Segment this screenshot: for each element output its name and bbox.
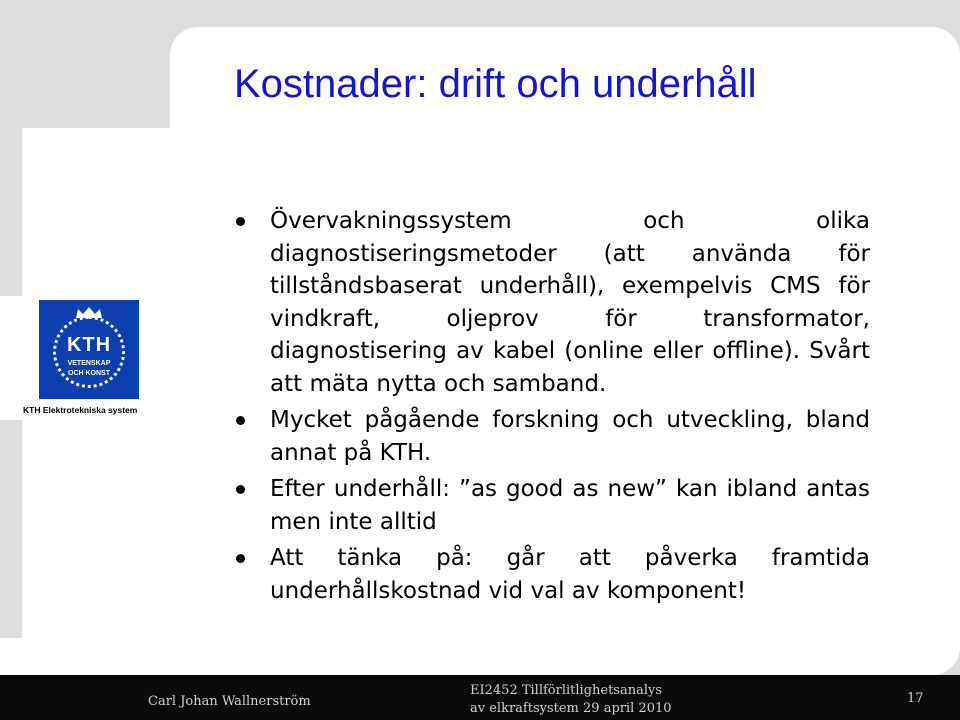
footer-course-line: EI2452 Tillförlitlighetsanalys — [470, 683, 663, 698]
footer-bar — [0, 675, 960, 720]
footer-course — [470, 682, 672, 718]
bullet-list — [234, 205, 870, 611]
bullet-text: Att tänka på: går att påverka framtida underhållskostnad vid val av komponent! — [270, 545, 870, 604]
kth-logo-emblem — [39, 300, 139, 399]
slide-title: Kostnader: drift och underhåll — [234, 62, 757, 106]
bullet-text: Efter underhåll: ”as good as new” kan ibland antas men inte alltid — [270, 476, 870, 535]
bullet-icon — [236, 554, 245, 563]
bullet-icon — [236, 416, 245, 425]
bullet-item — [234, 205, 870, 400]
logo-subtext: VETENSKAP — [67, 360, 111, 367]
page-number: 17 — [907, 691, 924, 706]
logo-subtext: OCH KONST — [68, 370, 110, 377]
kth-logo — [22, 296, 155, 420]
left-decor-strip — [0, 128, 22, 296]
footer-course-line: av elkraftsystem 29 april 2010 — [470, 701, 672, 716]
bullet-icon — [236, 217, 245, 226]
bullet-item — [234, 404, 870, 469]
bullet-item — [234, 542, 870, 607]
left-decor-strip — [0, 420, 22, 638]
bullet-item — [234, 473, 870, 538]
bullet-text: Mycket pågående forskning och utveckling, bland annat på KTH. — [270, 407, 870, 466]
footer-author: Carl Johan Wallnerström — [148, 694, 311, 709]
bullet-icon — [236, 485, 245, 494]
logo-caption: KTH Elektrotekniska system — [23, 405, 138, 415]
logo-main-text: KTH — [66, 334, 112, 356]
bullet-text: Övervakningssystem och olika diagnostiseringsmetoder (att använda för tillståndsbaserat underhåll), exempelvis CMS för vindkraft, oljeprov för transformator, diagnostisering av kabel (online eller offline). Svårt att mäta nytta och samband. — [270, 208, 870, 397]
